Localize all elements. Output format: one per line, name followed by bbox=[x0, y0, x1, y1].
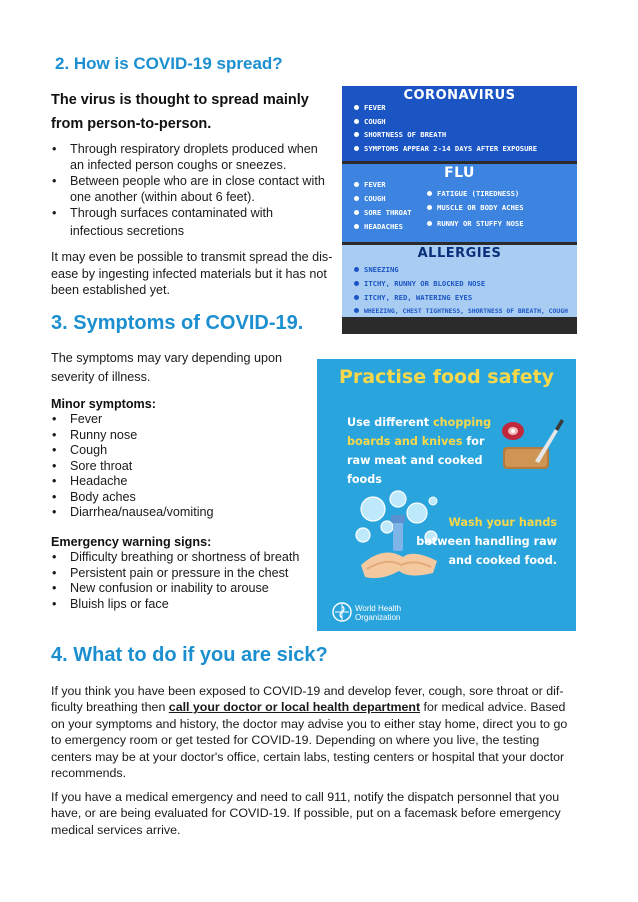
list-item: • Body aches bbox=[51, 490, 311, 506]
sick-paragraph-2: If you have a medical emergency and need to call 911, notify the dispatch personnel that you have, or are being evaluated for COVID-19. If possible, put on a facemask before emergency medical services arrive. bbox=[51, 790, 561, 837]
list-item: • Through respiratory droplets produced when an infected person coughs or sneezes. bbox=[51, 141, 341, 173]
symptom-item: MUSCLE OR BODY ACHES bbox=[427, 203, 524, 212]
flu-panel bbox=[342, 164, 577, 242]
call-doctor-emphasis: call your doctor or local health department bbox=[168, 700, 421, 715]
symptoms-intro: The symptoms may vary depending upon severity of illness. bbox=[51, 351, 283, 384]
symptom-item: WHEEZING, CHEST TIGHTNESS, SHORTNESS OF BREATH, COUGH bbox=[354, 307, 568, 315]
cutting-board-icon bbox=[495, 411, 567, 477]
bullet-dot-icon bbox=[427, 191, 432, 196]
warning-signs-list bbox=[51, 550, 316, 612]
symptom-item: HEADACHES bbox=[354, 222, 403, 231]
flu-title: FLU bbox=[444, 165, 475, 181]
who-logo-text: World Health Organization bbox=[355, 604, 402, 622]
bullet-dot-icon bbox=[354, 182, 359, 187]
list-item: • Through surfaces contaminated with infectious secretions bbox=[51, 205, 341, 239]
list-item: • Difficulty breathing or shortness of breath bbox=[51, 550, 316, 566]
symptom-item: SNEEZING bbox=[354, 265, 399, 274]
list-item: • Cough bbox=[51, 443, 311, 459]
bullet-dot-icon bbox=[354, 295, 359, 300]
poster-title: Practise food safety bbox=[338, 366, 555, 388]
spread-paragraph: It may even be possible to transmit spread the dis- ease by ingesting infected materials but it has not been established yet. bbox=[51, 250, 333, 297]
coronavirus-panel bbox=[342, 86, 577, 161]
list-item: • Headache bbox=[51, 474, 311, 490]
section-3-heading: 3. Symptoms of COVID-19. bbox=[51, 312, 304, 334]
coronavirus-flu-allergies-infographic bbox=[342, 86, 577, 334]
bullet-dot-icon bbox=[354, 281, 359, 286]
symptom-item: RUNNY OR STUFFY NOSE bbox=[427, 219, 524, 228]
meat-icon bbox=[502, 422, 524, 440]
knife-icon bbox=[535, 419, 564, 463]
who-emblem-icon bbox=[331, 601, 353, 623]
list-item: • Between people who are in close contact with one another (within about 6 feet). bbox=[51, 173, 341, 205]
allergies-title: ALLERGIES bbox=[417, 246, 502, 261]
list-item: • Runny nose bbox=[51, 428, 311, 444]
list-item: • Bluish lips or face bbox=[51, 597, 316, 613]
symptom-item: FATIGUE (TIREDNESS) bbox=[427, 189, 519, 198]
bullet-dot-icon bbox=[354, 267, 359, 272]
list-item: • Diarrhea/nausea/vomiting bbox=[51, 505, 311, 521]
list-item: • Sore throat bbox=[51, 459, 311, 475]
minor-symptoms-title: Minor symptoms: bbox=[51, 397, 156, 411]
poster-wash-text: Wash your hands between handling raw and cooked food. bbox=[416, 516, 557, 567]
list-item: • Persistent pain or pressure in the chest bbox=[51, 566, 316, 582]
minor-symptoms-list bbox=[51, 412, 311, 521]
bullet-dot-icon bbox=[354, 224, 359, 229]
bullet-dot-icon bbox=[427, 221, 432, 226]
symptom-item: FEVER bbox=[354, 103, 386, 112]
symptom-item: SORE THROAT bbox=[354, 208, 412, 217]
allergies-panel bbox=[342, 245, 577, 317]
bullet-dot-icon bbox=[354, 308, 359, 313]
spread-lead: The virus is thought to spread mainly from person-to-person. bbox=[51, 92, 309, 132]
bullet-dot-icon bbox=[427, 205, 432, 210]
section-4-heading: 4. What to do if you are sick? bbox=[51, 644, 328, 666]
symptom-item: ITCHY, RUNNY OR BLOCKED NOSE bbox=[354, 279, 485, 288]
bullet-dot-icon bbox=[354, 146, 359, 151]
section-2-heading: 2. How is COVID-19 spread? bbox=[55, 54, 283, 73]
spread-list bbox=[51, 141, 341, 239]
list-item: • Fever bbox=[51, 412, 311, 428]
bullet-dot-icon bbox=[354, 119, 359, 124]
coronavirus-title: CORONAVIRUS bbox=[403, 88, 516, 103]
symptom-item: COUGH bbox=[354, 117, 386, 126]
symptom-item: ITCHY, RED, WATERING EYES bbox=[354, 293, 472, 302]
sick-paragraph-1: If you think you have been exposed to COVID-19 and develop fever, cough, sore throat or dif- ficulty breathing then call your doctor or local health department for medical advice. Based on your symptoms and history, the doctor may advise you to either stay home, direct you to go to emergency room or get tested for COVID-19. Depending on where you live, the testing centers may be at your doctor's office, certain labs, testing centers or hospital that your doctor recommends. bbox=[51, 684, 568, 781]
list-item: • New confusion or inability to arouse bbox=[51, 581, 316, 597]
symptom-item: SYMPTOMS APPEAR 2-14 DAYS AFTER EXPOSURE bbox=[354, 144, 537, 153]
symptom-item: FEVER bbox=[354, 180, 386, 189]
food-safety-poster bbox=[317, 359, 576, 631]
bullet-dot-icon bbox=[354, 105, 359, 110]
symptom-item: COUGH bbox=[354, 194, 386, 203]
bullet-dot-icon bbox=[354, 132, 359, 137]
bullet-dot-icon bbox=[354, 210, 359, 215]
warning-signs-title: Emergency warning signs: bbox=[51, 535, 212, 549]
poster-boards-text: Use different chopping boards and knives for raw meat and cooked foods bbox=[347, 416, 492, 486]
bullet-dot-icon bbox=[354, 196, 359, 201]
symptom-item: SHORTNESS OF BREATH bbox=[354, 130, 446, 139]
